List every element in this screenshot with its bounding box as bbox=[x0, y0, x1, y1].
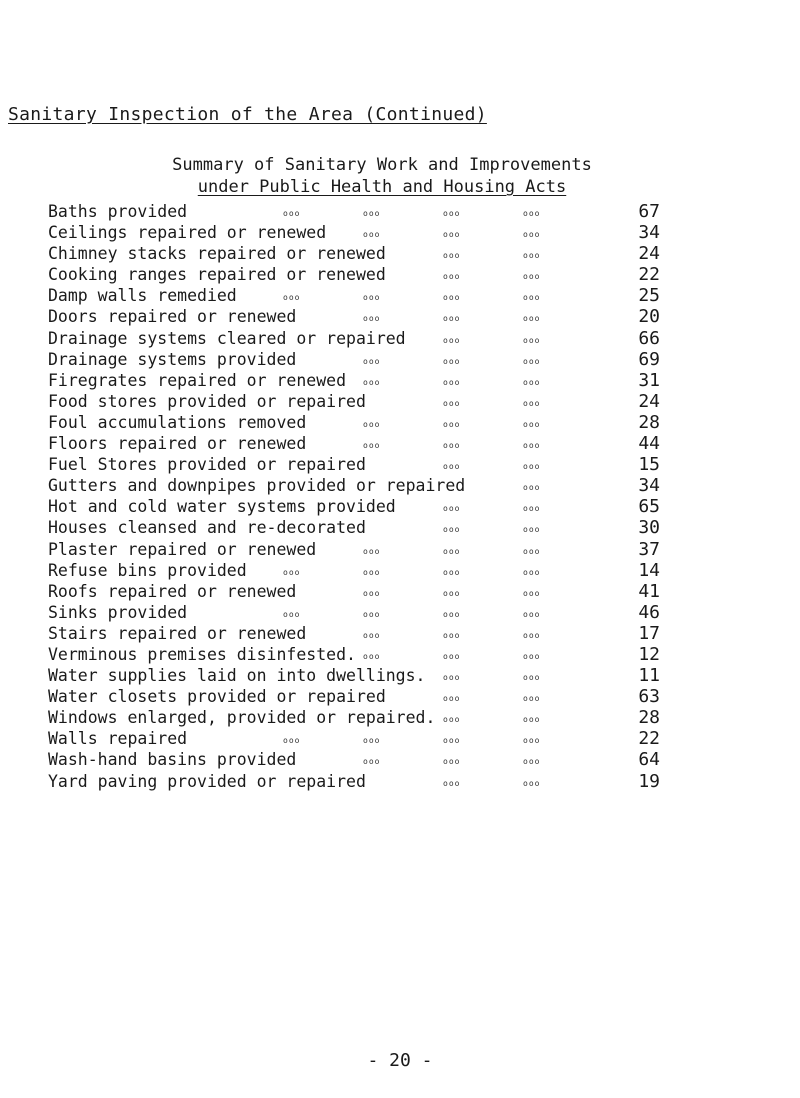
list-item: Doors repaired or renewed ooo ooo ooo 20 bbox=[48, 306, 660, 328]
item-count: 30 bbox=[638, 517, 660, 539]
list-item: Stairs repaired or renewed ooo ooo ooo 17 bbox=[48, 622, 660, 644]
list-item: Sinks provided ooo ooo ooo ooo 46 bbox=[48, 601, 660, 623]
summary-title: Summary of Sanitary Work and Improvements bbox=[172, 155, 592, 175]
item-label: Plaster repaired or renewed bbox=[48, 539, 317, 559]
item-count: 22 bbox=[638, 264, 660, 286]
item-count: 65 bbox=[638, 496, 660, 518]
list-item: Drainage systems provided ooo ooo ooo 69 bbox=[48, 348, 660, 370]
item-label: Chimney stacks repaired or renewed bbox=[48, 244, 386, 264]
list-item: Baths provided ooo ooo ooo ooo 67 bbox=[48, 201, 660, 222]
item-count: 67 bbox=[638, 201, 660, 222]
item-count: 28 bbox=[638, 707, 660, 729]
item-count: 24 bbox=[638, 243, 660, 265]
item-count: 25 bbox=[638, 285, 660, 307]
item-label: Refuse bins provided bbox=[48, 560, 247, 580]
work-summary-list bbox=[48, 201, 668, 792]
list-item: Foul accumulations removed ooo ooo ooo 28 bbox=[48, 411, 660, 433]
list-item: Drainage systems cleared or repaired ooo ooo 66 bbox=[48, 327, 660, 349]
list-item: Hot and cold water systems provided ooo ooo 65 bbox=[48, 496, 660, 518]
item-label: Stairs repaired or renewed bbox=[48, 623, 307, 643]
list-item: Plaster repaired or renewed ooo ooo ooo 37 bbox=[48, 538, 660, 560]
item-count: 19 bbox=[638, 770, 660, 792]
item-label: Ceilings repaired or renewed bbox=[48, 223, 327, 243]
item-label: Food stores provided or repaired bbox=[48, 391, 366, 411]
item-label: Doors repaired or renewed bbox=[48, 307, 297, 327]
item-count: 34 bbox=[638, 475, 660, 497]
item-count: 24 bbox=[638, 390, 660, 412]
list-item: Water supplies laid on into dwellings. ooo ooo 11 bbox=[48, 665, 660, 687]
item-label: Houses cleansed and re-decorated bbox=[48, 518, 366, 538]
list-item: Windows enlarged, provided or repaired. ooo ooo 28 bbox=[48, 707, 660, 729]
list-item: Fuel Stores provided or repaired ooo ooo 15 bbox=[48, 454, 660, 476]
item-count: 46 bbox=[638, 601, 660, 623]
item-count: 31 bbox=[638, 369, 660, 391]
item-count: 15 bbox=[638, 454, 660, 476]
item-label: Fuel Stores provided or repaired bbox=[48, 455, 366, 475]
list-item: Houses cleansed and re-decorated ooo ooo 30 bbox=[48, 517, 660, 539]
item-count: 17 bbox=[638, 622, 660, 644]
item-label: Baths provided bbox=[48, 202, 188, 221]
list-item: Damp walls remedied ooo ooo ooo ooo 25 bbox=[48, 285, 660, 307]
list-item: Verminous premises disinfested. ooo ooo ooo 12 bbox=[48, 643, 660, 665]
list-item: Firegrates repaired or renewed ooo ooo ooo 31 bbox=[48, 369, 660, 391]
item-label: Wash-hand basins provided bbox=[48, 750, 297, 770]
item-label: Windows enlarged, provided or repaired. bbox=[48, 708, 436, 728]
list-item: Wash-hand basins provided ooo ooo ooo 64 bbox=[48, 749, 660, 771]
list-item: Refuse bins provided ooo ooo ooo ooo 14 bbox=[48, 559, 660, 581]
item-label: Cooking ranges repaired or renewed bbox=[48, 265, 386, 285]
item-count: 28 bbox=[638, 411, 660, 433]
summary-subtitle: under Public Health and Housing Acts bbox=[197, 177, 567, 197]
item-label: Verminous premises disinfested. bbox=[48, 644, 356, 664]
item-label: Walls repaired bbox=[48, 729, 188, 749]
page-number: - 20 - bbox=[367, 1050, 433, 1071]
item-label: Drainage systems cleared or repaired bbox=[48, 328, 406, 348]
list-item: Floors repaired or renewed ooo ooo ooo 44 bbox=[48, 433, 660, 455]
item-label: Damp walls remedied bbox=[48, 286, 237, 306]
item-label: Foul accumulations removed bbox=[48, 412, 307, 432]
list-item: Cooking ranges repaired or renewed ooo ooo 22 bbox=[48, 264, 660, 286]
item-label: Hot and cold water systems provided bbox=[48, 497, 396, 517]
list-item: Walls repaired ooo ooo ooo ooo 22 bbox=[48, 728, 660, 750]
item-label: Floors repaired or renewed bbox=[48, 434, 307, 454]
item-count: 22 bbox=[638, 728, 660, 750]
item-count: 66 bbox=[638, 327, 660, 349]
item-count: 37 bbox=[638, 538, 660, 560]
item-count: 44 bbox=[638, 433, 660, 455]
item-count: 11 bbox=[638, 665, 660, 687]
item-count: 41 bbox=[638, 580, 660, 602]
item-label: Gutters and downpipes provided or repaired bbox=[48, 476, 466, 496]
item-label: Water closets provided or repaired bbox=[48, 687, 386, 707]
item-count: 12 bbox=[638, 643, 660, 665]
item-count: 63 bbox=[638, 686, 660, 708]
list-item: Yard paving provided or repaired ooo ooo 19 bbox=[48, 770, 660, 792]
list-item: Ceilings repaired or renewed ooo ooo ooo 34 bbox=[48, 222, 660, 244]
item-label: Water supplies laid on into dwellings. bbox=[48, 666, 426, 686]
item-count: 14 bbox=[638, 559, 660, 581]
item-label: Drainage systems provided bbox=[48, 349, 297, 369]
item-count: 69 bbox=[638, 348, 660, 370]
item-label: Sinks provided bbox=[48, 602, 188, 622]
item-label: Roofs repaired or renewed bbox=[48, 581, 297, 601]
item-label: Firegrates repaired or renewed bbox=[48, 370, 347, 390]
item-label: Yard paving provided or repaired bbox=[48, 771, 366, 791]
list-item: Roofs repaired or renewed ooo ooo ooo 41 bbox=[48, 580, 660, 602]
item-count: 20 bbox=[638, 306, 660, 328]
list-item: Gutters and downpipes provided or repaired ooo 34 bbox=[48, 475, 660, 497]
item-count: 34 bbox=[638, 222, 660, 244]
list-item: Water closets provided or repaired ooo ooo 63 bbox=[48, 686, 660, 708]
list-item: Chimney stacks repaired or renewed ooo ooo 24 bbox=[48, 243, 660, 265]
list-item: Food stores provided or repaired ooo ooo 24 bbox=[48, 390, 660, 412]
item-count: 64 bbox=[638, 749, 660, 771]
section-heading: Sanitary Inspection of the Area (Continued) bbox=[8, 104, 487, 125]
